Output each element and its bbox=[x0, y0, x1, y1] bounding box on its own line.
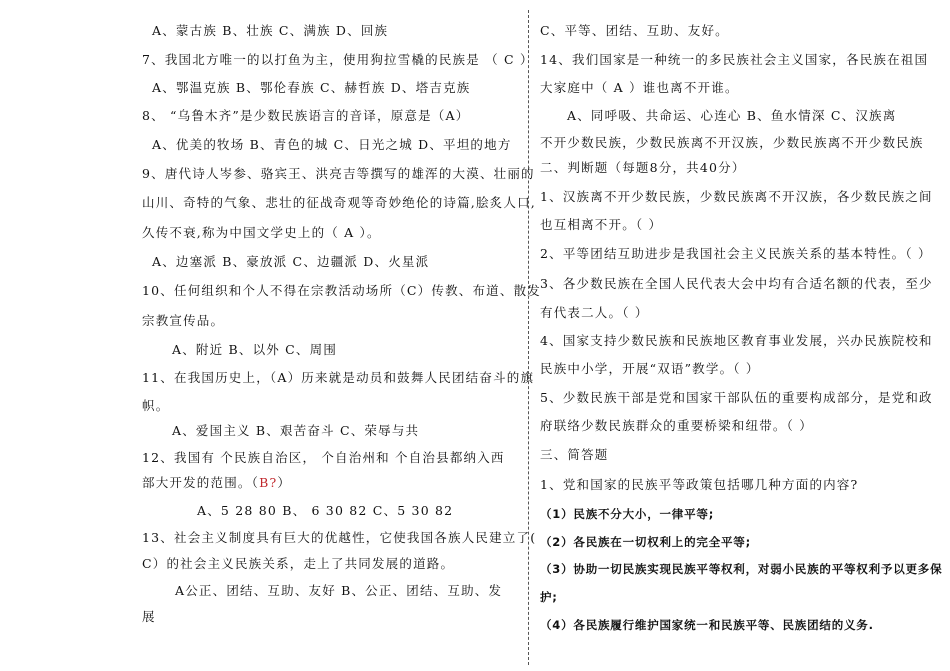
section-short-answer-heading: 三、简答题 bbox=[540, 447, 609, 462]
sa1-question: 1、党和国家的民族平等政策包括哪几种方面的内容? bbox=[540, 477, 859, 492]
q9-options: A、边塞派 B、豪放派 C、边疆派 D、火星派 bbox=[152, 254, 430, 269]
sa1-answer-4: （4）各民族履行维护国家统一和民族平等、民族团结的义务. bbox=[540, 618, 874, 632]
section-true-false-heading: 二、判断题（每题8分，共40分） bbox=[540, 160, 746, 175]
sa1-answer-1: （1）民族不分大小，一律平等; bbox=[540, 507, 715, 521]
column-divider bbox=[528, 10, 529, 665]
q13-option-c: C、平等、团结、互助、友好。 bbox=[540, 23, 729, 38]
q12-question-line2 bbox=[142, 475, 291, 491]
q6-options: A、蒙古族 B、壮族 C、满族 D、回族 bbox=[152, 23, 389, 38]
q14-options-line2: 不开少数民族，少数民族离不开汉族，少数民族离不开少数民族 bbox=[540, 135, 924, 150]
q7-question: 7、我国北方唯一的以打鱼为主，使用狗拉雪橇的民族是 （ C ） bbox=[142, 52, 534, 67]
q13-options-line1: A公正、团结、互助、友好 B、公正、团结、互助、发 bbox=[175, 583, 503, 598]
q8-options: A、优美的牧场 B、青色的城 C、日光之城 D、平坦的地方 bbox=[152, 137, 512, 152]
tf3-line2: 有代表二人。（ ） bbox=[540, 305, 649, 320]
q14-question-line1: 14、我们国家是一种统一的多民族社会主义国家，各民族在祖国 bbox=[540, 52, 929, 67]
sa1-answer-3-line2: 护; bbox=[540, 590, 558, 604]
q12-answer-mark: B? bbox=[259, 475, 278, 490]
tf4-line2: 民族中小学，开展“双语”教学。（ ） bbox=[540, 361, 760, 376]
q14-question-line2: 大家庭中（ A ）谁也离不开谁。 bbox=[540, 80, 739, 95]
tf5-line2: 府联络少数民族群众的重要桥梁和纽带。（ ） bbox=[540, 418, 813, 433]
sa1-answer-2: （2）各民族在一切权利上的完全平等; bbox=[540, 535, 751, 549]
tf3-line1: 3、各少数民族在全国人民代表大会中均有合适名额的代表，至少 bbox=[540, 276, 933, 291]
q7-options: A、鄂温克族 B、鄂伦春族 C、赫哲族 D、塔吉克族 bbox=[152, 80, 471, 95]
q12-options: A、5 28 80 B、 6 30 82 C、5 30 82 bbox=[197, 503, 454, 518]
q12-text: 部大开发的范围。（ bbox=[142, 475, 260, 490]
q12-question-line1: 12、我国有 个民族自治区， 个自治州和 个自治县都纳入西 bbox=[142, 450, 505, 465]
q8-question: 8、 “乌鲁木齐”是少数民族语言的音译，原意是（A） bbox=[142, 108, 470, 123]
q10-question-line2: 宗教宣传品。 bbox=[142, 313, 225, 328]
q9-question-line3: 久传不衰,称为中国文学史上的（ A ）。 bbox=[142, 225, 381, 240]
q13-question-line1: 13、社会主义制度具有巨大的优越性，它使我国各族人民建立了( bbox=[142, 530, 537, 545]
q11-question-line1: 11、在我国历史上，（A）历来就是动员和鼓舞人民团结奋斗的旗 bbox=[142, 370, 535, 385]
q11-options: A、爱国主义 B、艰苦奋斗 C、荣辱与共 bbox=[172, 423, 420, 438]
q13-question-line2: C）的社会主义民族关系，走上了共同发展的道路。 bbox=[142, 556, 455, 571]
q9-question-line1: 9、唐代诗人岑参、骆宾王、洪亮吉等撰写的雄浑的大漠、壮丽的 bbox=[142, 166, 535, 181]
sa1-answer-3-line1: （3）协助一切民族实现民族平等权利，对弱小民族的平等权利予以更多保 bbox=[540, 562, 943, 576]
tf1-line2: 也互相离不开。（ ） bbox=[540, 217, 663, 232]
q9-question-line2: 山川、奇特的气象、悲壮的征战奇观等奇妙绝伦的诗篇,脍炙人口, bbox=[142, 195, 536, 210]
tf5-line1: 5、少数民族干部是党和国家干部队伍的重要构成部分，是党和政 bbox=[540, 390, 933, 405]
q13-options-line2: 展 bbox=[142, 609, 156, 624]
q12-close-paren: ） bbox=[277, 475, 292, 490]
q10-options: A、附近 B、以外 C、周围 bbox=[172, 342, 338, 357]
q10-question-line1: 10、任何组织和个人不得在宗教活动场所（C）传教、布道、散发 bbox=[142, 283, 541, 298]
tf4-line1: 4、国家支持少数民族和民族地区教育事业发展，兴办民族院校和 bbox=[540, 333, 933, 348]
q14-options-line1: A、同呼吸、共命运、心连心 B、鱼水情深 C、汉族离 bbox=[567, 108, 897, 123]
tf2: 2、平等团结互助进步是我国社会主义民族关系的基本特性。（ ） bbox=[540, 246, 932, 261]
tf1-line1: 1、汉族离不开少数民族，少数民族离不开汉族，各少数民族之间 bbox=[540, 189, 933, 204]
q11-question-line2: 帜。 bbox=[142, 398, 170, 413]
